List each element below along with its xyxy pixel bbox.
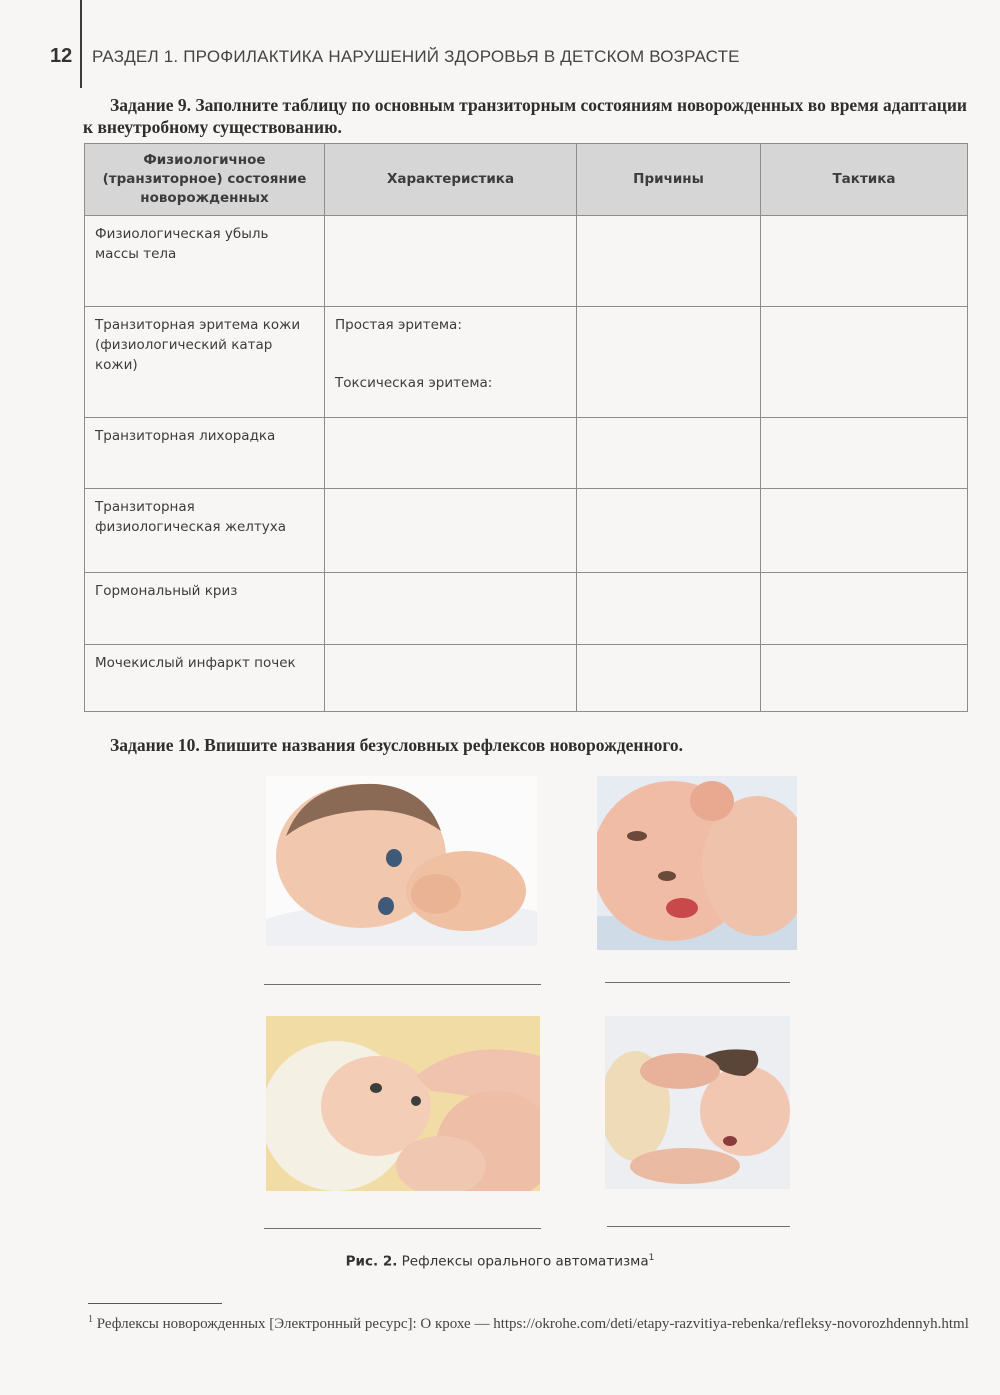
- table-row: [85, 489, 968, 573]
- answer-line-1[interactable]: [264, 984, 541, 985]
- table-row: [85, 216, 968, 307]
- newborn-photo-4: [605, 1016, 790, 1189]
- state-cell: Мочекислый инфаркт почек: [85, 645, 325, 712]
- task-10-text: Задание 10. Впишите названия безусловных рефлексов новорожденного.: [110, 735, 683, 755]
- figure-footnote-mark: 1: [648, 1253, 655, 1263]
- page-number: 12: [50, 45, 73, 67]
- task-9-text: Задание 9. Заполните таблицу по основным транзиторным состояниям новорожденных во время адаптации к внеутробному существованию.: [83, 95, 967, 137]
- newborn-photo-3: [266, 1016, 540, 1191]
- state-cell: Транзиторная эритема кожи (физиологический катар кожи): [85, 307, 325, 418]
- characteristic-cell[interactable]: [325, 216, 577, 307]
- characteristic-cell[interactable]: [325, 418, 577, 489]
- tactic-cell[interactable]: [761, 573, 968, 645]
- cause-cell[interactable]: [577, 645, 761, 712]
- tactic-cell[interactable]: [761, 216, 968, 307]
- state-cell: Гормональный криз: [85, 573, 325, 645]
- header-state: Физиологичное (транзиторное) состояние новорожденных: [85, 144, 325, 216]
- figure-caption: [0, 1253, 1000, 1270]
- cause-cell[interactable]: [577, 216, 761, 307]
- header-tactics: Тактика: [761, 144, 968, 216]
- characteristic-cell[interactable]: [325, 489, 577, 573]
- answer-line-3[interactable]: [264, 1228, 541, 1229]
- running-title: РАЗДЕЛ 1. ПРОФИЛАКТИКА НАРУШЕНИЙ ЗДОРОВЬЯ В ДЕТСКОМ ВОЗРАСТЕ: [92, 47, 740, 66]
- header-characteristic: Характеристика: [325, 144, 577, 216]
- header-causes: Причины: [577, 144, 761, 216]
- cause-cell[interactable]: [577, 418, 761, 489]
- transitory-states-table: [84, 143, 968, 712]
- state-cell: Транзиторная лихорадка: [85, 418, 325, 489]
- figure-label: Рис. 2.: [345, 1253, 398, 1270]
- newborn-photo-1: [266, 776, 537, 946]
- footnote: [88, 1309, 973, 1335]
- table-header-row: [85, 144, 968, 216]
- footnote-text: Рефлексы новорожденных [Электронный ресурс]: О крохе — https://okrohe.com/deti/etapy-razvitiya-rebenka/refleksy-novorozhdennyh.html: [96, 1316, 969, 1332]
- state-cell: Транзиторная физиологическая желтуха: [85, 489, 325, 573]
- tactic-cell[interactable]: [761, 307, 968, 418]
- figure-caption-text: Рефлексы орального автоматизма: [401, 1253, 649, 1270]
- newborn-photo-2: [597, 776, 797, 950]
- table-row: [85, 573, 968, 645]
- cause-cell[interactable]: [577, 489, 761, 573]
- state-cell: Физиологическая убыль массы тела: [85, 216, 325, 307]
- table-row: [85, 307, 968, 418]
- header-rule: [80, 0, 82, 88]
- characteristic-cell[interactable]: [325, 573, 577, 645]
- table-row: [85, 418, 968, 489]
- table-row: [85, 645, 968, 712]
- answer-line-4[interactable]: [607, 1226, 790, 1227]
- tactic-cell[interactable]: [761, 489, 968, 573]
- tactic-cell[interactable]: [761, 645, 968, 712]
- answer-line-2[interactable]: [605, 982, 790, 983]
- characteristic-cell[interactable]: [325, 307, 577, 418]
- footnote-mark: 1: [88, 1314, 93, 1325]
- footnote-rule: [88, 1303, 222, 1304]
- tactic-cell[interactable]: [761, 418, 968, 489]
- toxic-erythema-label: Токсическая эритема:: [335, 375, 493, 391]
- characteristic-cell[interactable]: [325, 645, 577, 712]
- cause-cell[interactable]: [577, 307, 761, 418]
- cause-cell[interactable]: [577, 573, 761, 645]
- simple-erythema-label: Простая эритема:: [335, 317, 462, 333]
